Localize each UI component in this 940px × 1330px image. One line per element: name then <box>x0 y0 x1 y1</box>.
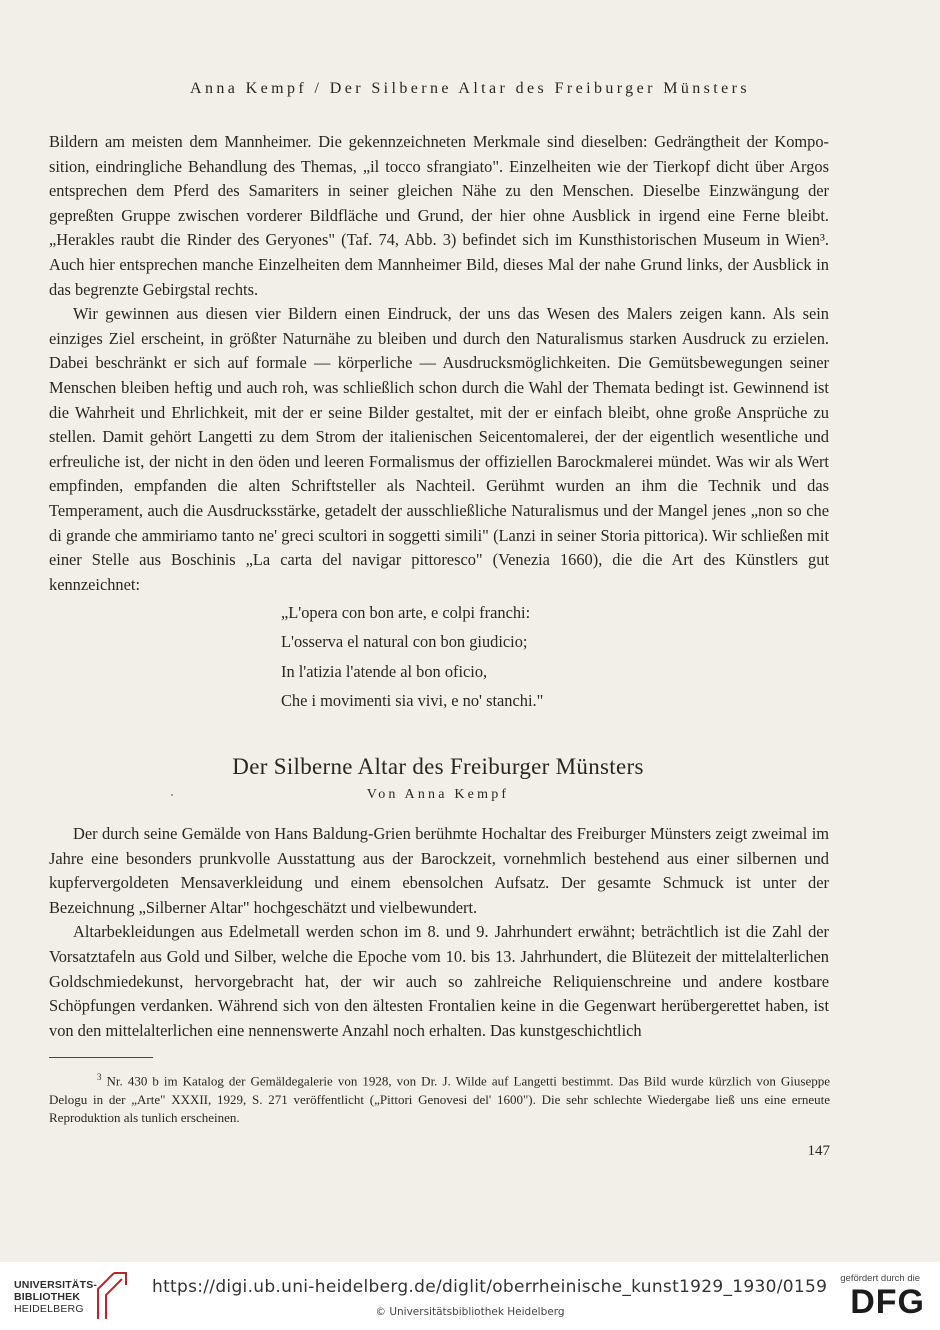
article-author: Von Anna Kempf <box>366 787 510 802</box>
previous-article-text <box>49 130 829 597</box>
verse-line: Che i movimenti sia vivi, e no' stanchi." <box>281 690 544 710</box>
article-text <box>49 822 829 1043</box>
verse-line: L'osserva el natural con bon giudicio; <box>281 632 528 652</box>
footnote-divider <box>49 1057 153 1058</box>
quoted-verse <box>281 598 681 715</box>
footnote-text: Nr. 430 b im Katalog der Gemäldegalerie von 1928, von Dr. J. Wilde auf Langetti bestimmt. Das Bild wurde kürzlich von Giuseppe Delogu in der „Arte" XXXII, 1929, S. 271 veröffentlicht („Pittori Genovesi del' 1600"). Die sehr schlechte Wiedergabe ließ uns eine erneute Reproduktion als tunlich erscheinen. <box>49 1073 831 1125</box>
footnote-marker: 3 <box>97 1072 102 1082</box>
funding-label: gefördert durch die <box>840 1273 920 1284</box>
dfg-logo[interactable]: DFG <box>850 1283 925 1321</box>
page-number: 147 <box>807 1143 830 1159</box>
article-title: Der Silberne Altar des Freiburger Münsters <box>232 754 644 779</box>
source-url-link[interactable]: https://digi.ub.uni-heidelberg.de/diglit/oberrheinische_kunst1929_1930/0159 <box>152 1277 828 1297</box>
paragraph: Altarbekleidungen aus Edelmetall werden schon im 8. und 9. Jahrhundert erwähnt; beträchtlich ist die Zahl der Vorsatztafeln aus Gold und Silber, welche die Epoche vom 10. bis 13. Jahrhundert, die Blütezeit der mittelalterlichen Goldschmiedekunst, hervorgebracht hat, der wir auch so zahlreiche Reliquienschreine und andere kostbare Schöpfungen verdanken. Während sich von den ältesten Frontalien keine in die Gegenwart herübergerettet haben, ist von den mittelalterlichen eine nennenswerte Anzahl noch erhalten. Das kunstgeschichtlich <box>49 922 829 1040</box>
paragraph: Wir gewinnen aus diesen vier Bildern einen Eindruck, der uns das Wesen des Malers zeigen kann. Als sein einziges Ziel erscheint, in größter Naturnähe zu bleiben und durch den Naturalismus starken Ausdruck zu erzielen. Dabei beschränkt er sich auf formale — körperliche — Ausdrucksmöglichkeiten. Die Gemütsbewegungen seiner Menschen bleiben heftig und auch roh, was schließlich schon durch die Wahl der Themata bedingt ist. Gewinnend ist die Wahrheit und Ehrlichkeit, mit der er seine Bilder gestaltet, mit der er einfach bleibt, ohne große Ansprüche zu stellen. Damit gehört Langetti zu dem Strom der italienischen Seicentomalerei, der der eigentlich wesentliche und erfreuliche ist, der nicht in den öden und leeren Formalismus der offiziellen Barockmalerei mündet. Was wir als Wert empfinden, empfanden die alten Schriftsteller als Nachteil. Gerühmt wurden an ihm die Technik und das Temperament, auch die Ausdrucksstärke, getadelt der ausschließliche Naturalismus und der Mangel jenes „non so che di grande che ammiriamo tanto ne' greci scultori in soggetti simili" (Lanzi in seiner Storia pittorica). Wir schließen mit einer Stelle aus Boschinis „La carta del navigar pittoresco" (Venezia 1660), die die Art des Künstlers gut kennzeichnet: <box>49 304 829 594</box>
verse-line: In l'atizia l'atende al bon oficio, <box>281 661 488 681</box>
copyright-notice: © Universitätsbibliothek Heidelberg <box>375 1306 565 1318</box>
running-head: Anna Kempf / Der Silberne Altar des Freiburger Münsters <box>190 80 750 97</box>
paragraph: Bildern am meisten dem Mannheimer. Die gekennzeichneten Merkmale sind dieselben: Gedrängtheit der Komposition, eindringliche Behandlung des Themas, „il tocco sfrangiato". Einzelheiten wie der Tierkopf dicht über Argos entsprechen dem Pferd des Samariters in seiner gleichen Nähe zu den Menschen. Dieselbe Einzwängung der gepreßten Gruppe zwischen vorderer Bildfläche und Grund, der hier ohne Ausblick in irgend eine Ferne bleibt. „Herakles raubt die Rinder des Geryones" (Taf. 74, Abb. 3) befindet sich im Kunsthistorischen Museum in Wien³. Auch hier entsprechen manche Einzelheiten dem Mannheimer Bild, dieses Mal der nahe Grund links, der Ausblick in das begrenzte Gebirgstal rechts. <box>49 132 829 299</box>
footer-bar <box>0 1262 940 1330</box>
verse-line: „L'opera con bon arte, e colpi franchi: <box>281 603 531 622</box>
paragraph: Der durch seine Gemälde von Hans Baldung-Grien berühmte Hochaltar des Freiburger Münsters zeigt zweimal im Jahre eine besonders prunkvolle Ausstattung aus der Barockzeit, vornehmlich bestehend aus einer silbernen und kupfervergoldeten Mensaverkleidung und einem ebensolchen Aufsatz. Der gesamte Schmuck ist unter der Bezeichnung „Silberner Altar" hochgeschätzt und vielbewundert. <box>49 824 829 917</box>
footnote <box>49 1068 830 1127</box>
library-name-line1: UNIVERSITÄTS- <box>14 1279 98 1291</box>
library-name-line2: BIBLIOTHEK <box>14 1291 81 1303</box>
library-name-line3: HEIDELBERG <box>14 1303 84 1315</box>
